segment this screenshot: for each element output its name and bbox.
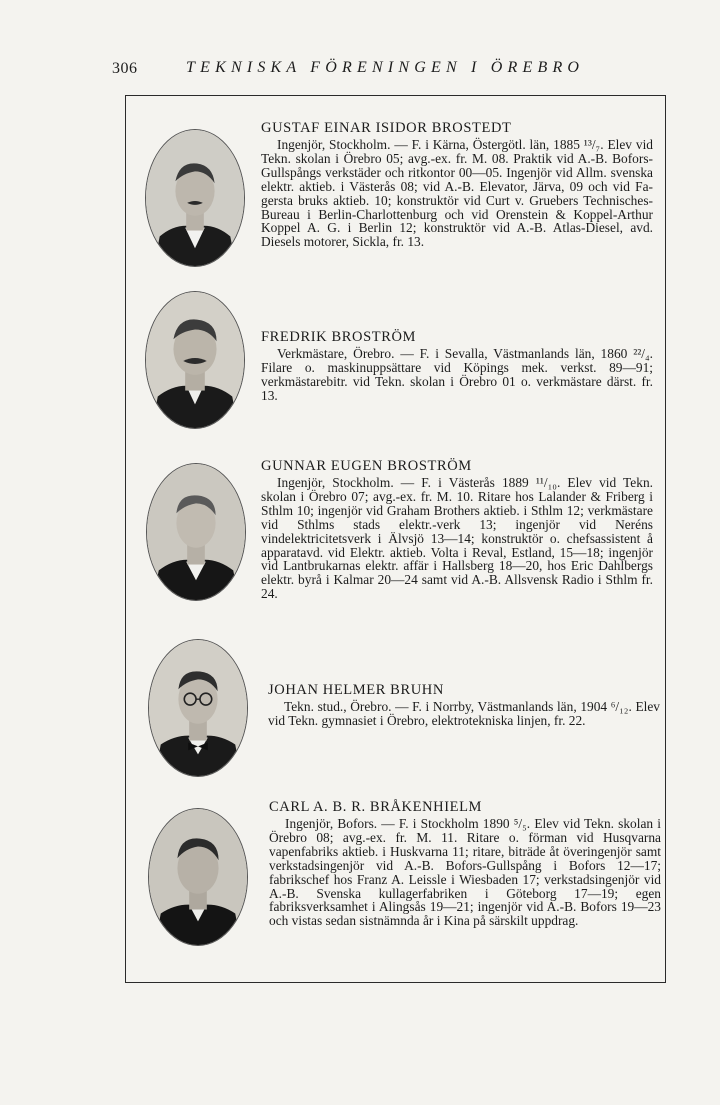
portrait-photo [148,808,248,946]
person-bio: Ingenjör, Bofors. — F. i Stockholm 1890 ⁵/₅. Elev vid Tekn. skolan i Örebro 08; avg.-ex. fr. M. 11. Ritare o. förman vid Husqvarna vapenfabriks aktieb. i Huskvarna 11; ritare, biträde åt överingenjör samt verkstadsingenjör vid A.-B. Bofors-Gullspång i Bofors 12—17; fabrikschef hos Franz A. Leissle i Wiesbaden 17; verkstadsingenjör vid A.-B. Svenska kullagerfabriken i Göteborg 17—19; egen fabriksverksamhet i Alingsås 19—21; ingenjör vid A.-B. Bofors 19—23 och vistas sedan sistnämnda år i Kina på särskilt uppdrag. [269,816,661,929]
person-name: CARL A. B. R. BRÅKENHIELM [269,799,483,815]
entry-text [261,329,653,403]
entry-text [261,120,653,249]
person-name: FREDRIK BROSTRÖM [261,329,417,345]
person-bio: Verkmästare, Örebro. — F. i Sevalla, Västmanlands län, 1860 ²²/₄. Filare o. maskinuppsättare vid Köpings mek. verkst. 89—91; verkmästarebitr. vid Tekn. skolan i Örebro 01 o. verkmästare därst. fr. 13. [261,346,653,403]
portrait-photo [145,129,245,267]
person-bio: Tekn. stud., Örebro. — F. i Norrby, Västmanlands län, 1904 ⁶/₁₂. Elev vid Tekn. gymnasiet i Örebro, elektrotekniska linjen, fr. 22. [268,699,660,728]
entries-frame [125,95,666,983]
entry-text [268,682,660,728]
page-header [112,60,672,84]
portrait-photo [146,463,246,601]
running-title: TEKNISKA FÖRENINGEN I ÖREBRO [186,59,585,76]
person-name: GUNNAR EUGEN BROSTRÖM [261,458,472,474]
entry-text [261,458,653,601]
portrait-photo [145,291,245,429]
person-name: JOHAN HELMER BRUHN [268,682,444,698]
portrait-photo [148,639,248,777]
entry-text [269,799,661,928]
page-number: 306 [112,60,138,77]
person-bio: Ingenjör, Stockholm. — F. i Västerås 1889 ¹¹/₁₀. Elev vid Tekn. skolan i Örebro 07; avg.-ex. fr. M. 10. Ritare hos Lalander & Friberg i Sthlm 10; ingenjör vid Graham Brothers aktieb. i Sthlm 12; verkmästare vid Sthlms stads elektr.-verk 13; ingenjör vid Neréns vindelektricitetsverk i Älvsjö 13—14; konstruktör o. chefsassistent å apparatavd. vid Elektr. aktieb. Volta i Reval, Estland, 15—18; ingenjör vid Lantbrukarnas elektr. affär i Hallsberg 18—20, hos Eric Dahlbergs elektr. byrå i Kalmar 20—24 samt vid A.-B. Allsvensk Radio i Sthlm fr. 24. [261,475,653,602]
person-name: GUSTAF EINAR ISIDOR BROSTEDT [261,120,512,136]
person-bio: Ingenjör, Stockholm. — F. i Kärna, Östergötl. län, 1885 ¹³/₇. Elev vid Tekn. skolan i Örebro 05; avg.-ex. fr. M. 08. Praktik vid A.-B. Bofors-Gullspångs verkstäder och ritkontor 00—05. Ingenjör vid Allm. svenska elektr. aktieb. i Västerås 08; vid A.-B. Elevator, Järva, 09 och vid Fagersta bruks aktieb. 10; konstruktör vid Curt v. Gruebers Technisches-Bureau i Berlin-Charlottenburg och vid Orenstein & Koppel-Arthur Koppel A. G. i Berlin 12; konstruktör vid A.-B. Atlas-Diesel, avd. Diesels motorer, Sickla, fr. 13. [261,137,653,250]
